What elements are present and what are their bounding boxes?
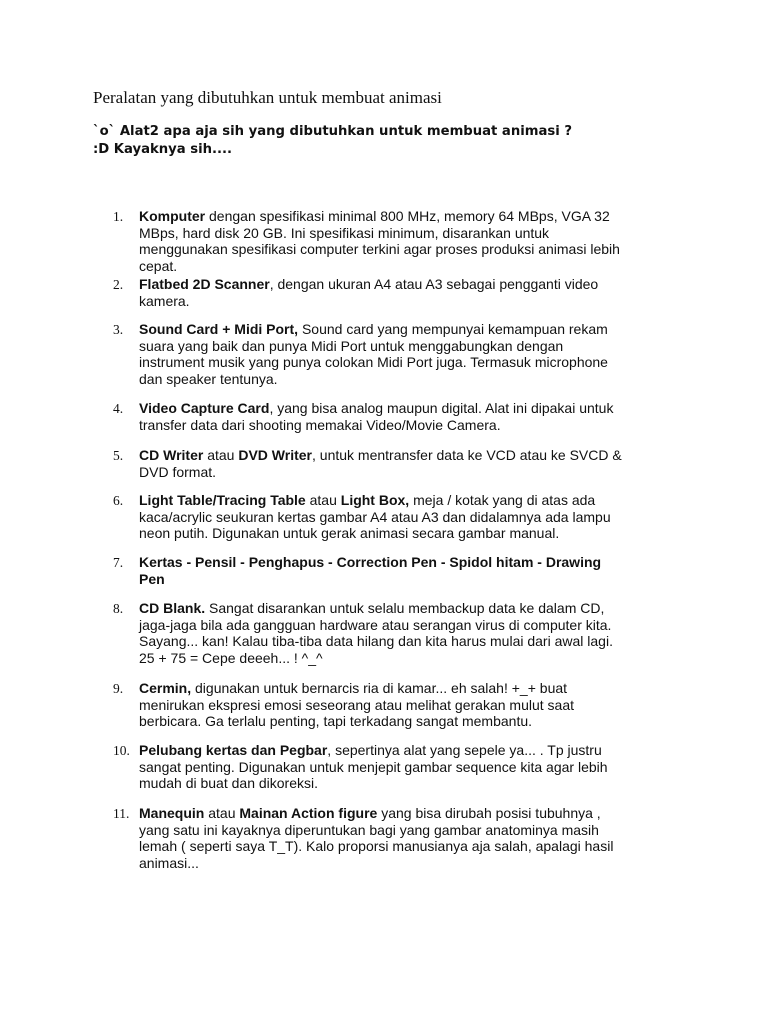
item-term: Video Capture Card bbox=[139, 400, 270, 416]
item-text-run: mudah di buat dan dikoreksi. bbox=[139, 775, 318, 792]
item-text bbox=[139, 742, 684, 792]
intro-block bbox=[93, 123, 572, 159]
item-line bbox=[139, 492, 684, 509]
item-line bbox=[139, 822, 684, 839]
item-line bbox=[139, 571, 684, 588]
item-line bbox=[139, 241, 684, 258]
intro-line: :D Kayaknya sih.... bbox=[93, 142, 233, 157]
item-line bbox=[139, 293, 684, 310]
item-line bbox=[139, 371, 684, 388]
item-text-run: kaca/acrylic seukuran kertas gambar A4 atau A3 dan didalamnya ada lampu bbox=[139, 508, 611, 525]
item-line bbox=[139, 338, 684, 355]
item-text-run: , yang bisa analog maupun digital. Alat ini dipakai untuk bbox=[269, 400, 614, 416]
item-line bbox=[139, 525, 684, 542]
item-line bbox=[139, 680, 684, 697]
item-text-run: , untuk mentransfer data ke VCD atau ke SVCD & bbox=[312, 447, 622, 463]
item-text-run: jaga-jaga bila ada gangguan hardware atau serangan virus di computer kita. bbox=[139, 616, 612, 633]
item-line bbox=[139, 400, 684, 417]
item-line bbox=[139, 417, 684, 434]
item-line bbox=[139, 838, 684, 855]
item-line bbox=[139, 509, 684, 526]
item-text-run: transfer data dari shooting memakai Video/Movie Camera. bbox=[139, 416, 501, 433]
item-line bbox=[139, 321, 684, 338]
item-number: 3. bbox=[113, 322, 124, 337]
item-term: DVD Writer bbox=[238, 447, 312, 463]
item-term: Light Box, bbox=[340, 492, 410, 508]
item-number: 7. bbox=[113, 555, 124, 570]
item-term: CD Blank. bbox=[139, 600, 206, 616]
item-term: Mainan Action figure bbox=[239, 805, 378, 821]
item-text-run: Sangat disarankan untuk selalu membackup data ke dalam CD, bbox=[205, 600, 605, 616]
item-line bbox=[139, 258, 684, 275]
item-term: Light Table/Tracing Table bbox=[139, 492, 306, 508]
item-line bbox=[139, 464, 684, 481]
item-text-run: Sound card yang mempunyai kemampuan rekam bbox=[298, 321, 608, 337]
item-text bbox=[139, 400, 684, 433]
item-text bbox=[139, 447, 684, 480]
item-line bbox=[139, 617, 684, 634]
item-text-run: meja / kotak yang di atas ada bbox=[409, 492, 596, 508]
item-text bbox=[139, 321, 684, 387]
item-term: Cermin, bbox=[139, 680, 192, 696]
item-text-run: dengan spesifikasi minimal 800 MHz, memory 64 MBps, VGA 32 bbox=[205, 208, 610, 224]
item-line bbox=[139, 600, 684, 617]
item-term: Sound Card + Midi Port, bbox=[139, 321, 299, 337]
item-text-run: DVD format. bbox=[139, 463, 217, 480]
item-line bbox=[139, 650, 684, 667]
item-line bbox=[139, 713, 684, 730]
item-text bbox=[139, 805, 684, 871]
item-text-run: yang satu ini kayaknya diperuntukan bagi yang gambar anatominya masih bbox=[139, 821, 599, 838]
item-line bbox=[139, 775, 684, 792]
item-text-run: , dengan ukuran A4 atau A3 sebagai pengganti video bbox=[269, 276, 599, 292]
item-line bbox=[139, 805, 684, 822]
item-text-run: MBps, hard disk 20 GB. Ini spesifikasi minimum, disarankan untuk bbox=[139, 224, 550, 241]
item-number: 4. bbox=[113, 401, 124, 416]
item-text-run: yang bisa dirubah posisi tubuhnya , bbox=[377, 805, 601, 821]
item-text-run: atau bbox=[305, 492, 341, 508]
item-text bbox=[139, 554, 684, 587]
item-line bbox=[139, 225, 684, 242]
item-text-run: sangat penting. Digunakan untuk menjepit gambar sequence kita agar lebih bbox=[139, 758, 608, 775]
item-term: Flatbed 2D Scanner bbox=[139, 276, 270, 292]
item-text-run: atau bbox=[204, 805, 240, 821]
item-text-run: 25 + 75 = Cepe deeeh... ! ^_^ bbox=[139, 649, 323, 666]
item-text bbox=[139, 680, 684, 730]
intro-line: `o` Alat2 apa aja sih yang dibutuhkan untuk membuat animasi ? bbox=[93, 124, 572, 139]
item-text-run: menirukan ekspresi emosi seseorang atau melihat gerakan mulut saat bbox=[139, 696, 575, 713]
item-text-run: , sepertinya alat yang sepele ya... . Tp justru bbox=[327, 742, 602, 758]
item-text-run: lemah ( seperti saya T_T). Kalo proporsi manusianya aja salah, apalagi hasil bbox=[139, 838, 614, 855]
item-text-run: neon putih. Digunakan untuk gerak animasi secara gambar manual. bbox=[139, 525, 560, 542]
item-term: Kertas - Pensil - Penghapus - Correction Pen - Spidol hitam - Drawing bbox=[139, 554, 602, 570]
item-text-run: digunakan untuk bernarcis ria di kamar... eh salah! +_+ buat bbox=[191, 680, 568, 696]
item-number: 1. bbox=[113, 209, 124, 224]
item-text-run: dan speaker tentunya. bbox=[139, 370, 278, 387]
item-text-run: menggunakan spesifikasi computer terkini agar proses produksi animasi lebih bbox=[139, 241, 620, 258]
item-number: 2. bbox=[113, 277, 124, 292]
item-text bbox=[139, 492, 684, 542]
item-line bbox=[139, 208, 684, 225]
item-term: Pen bbox=[139, 570, 165, 587]
item-line bbox=[139, 697, 684, 714]
item-term: Pelubang kertas dan Pegbar bbox=[139, 742, 328, 758]
item-term: Komputer bbox=[139, 208, 206, 224]
item-text bbox=[139, 276, 684, 309]
item-text-run: suara yang baik dan punya Midi Port untuk menggabungkan dengan bbox=[139, 337, 564, 354]
item-text-run: berbicara. Ga terlalu penting, tapi terkadang sangat membantu. bbox=[139, 713, 533, 730]
item-number: 5. bbox=[113, 448, 124, 463]
item-term: Manequin bbox=[139, 805, 205, 821]
item-text-run: cepat. bbox=[139, 257, 178, 274]
item-number: 11. bbox=[113, 806, 130, 821]
item-line bbox=[139, 742, 684, 759]
item-text-run: instrument musik yang punya colokan Midi Port juga. Termasuk microphone bbox=[139, 354, 608, 371]
item-text-run: Sayang... kan! Kalau tiba-tiba data hilang dan kita harus mulai dari awal lagi. bbox=[139, 633, 613, 650]
item-number: 10. bbox=[113, 743, 130, 758]
item-line bbox=[139, 759, 684, 776]
item-number: 6. bbox=[113, 493, 124, 508]
item-line bbox=[139, 633, 684, 650]
item-line bbox=[139, 354, 684, 371]
item-number: 9. bbox=[113, 681, 124, 696]
item-text bbox=[139, 208, 684, 274]
item-line bbox=[139, 447, 684, 464]
item-line bbox=[139, 855, 684, 872]
item-text-run: atau bbox=[203, 447, 239, 463]
document-title: Peralatan yang dibutuhkan untuk membuat animasi bbox=[93, 88, 442, 107]
item-text-run: kamera. bbox=[139, 292, 190, 309]
item-term: CD Writer bbox=[139, 447, 204, 463]
item-text-run: animasi... bbox=[139, 854, 199, 871]
item-line bbox=[139, 276, 684, 293]
item-number: 8. bbox=[113, 601, 124, 616]
item-line bbox=[139, 554, 684, 571]
item-text bbox=[139, 600, 684, 666]
